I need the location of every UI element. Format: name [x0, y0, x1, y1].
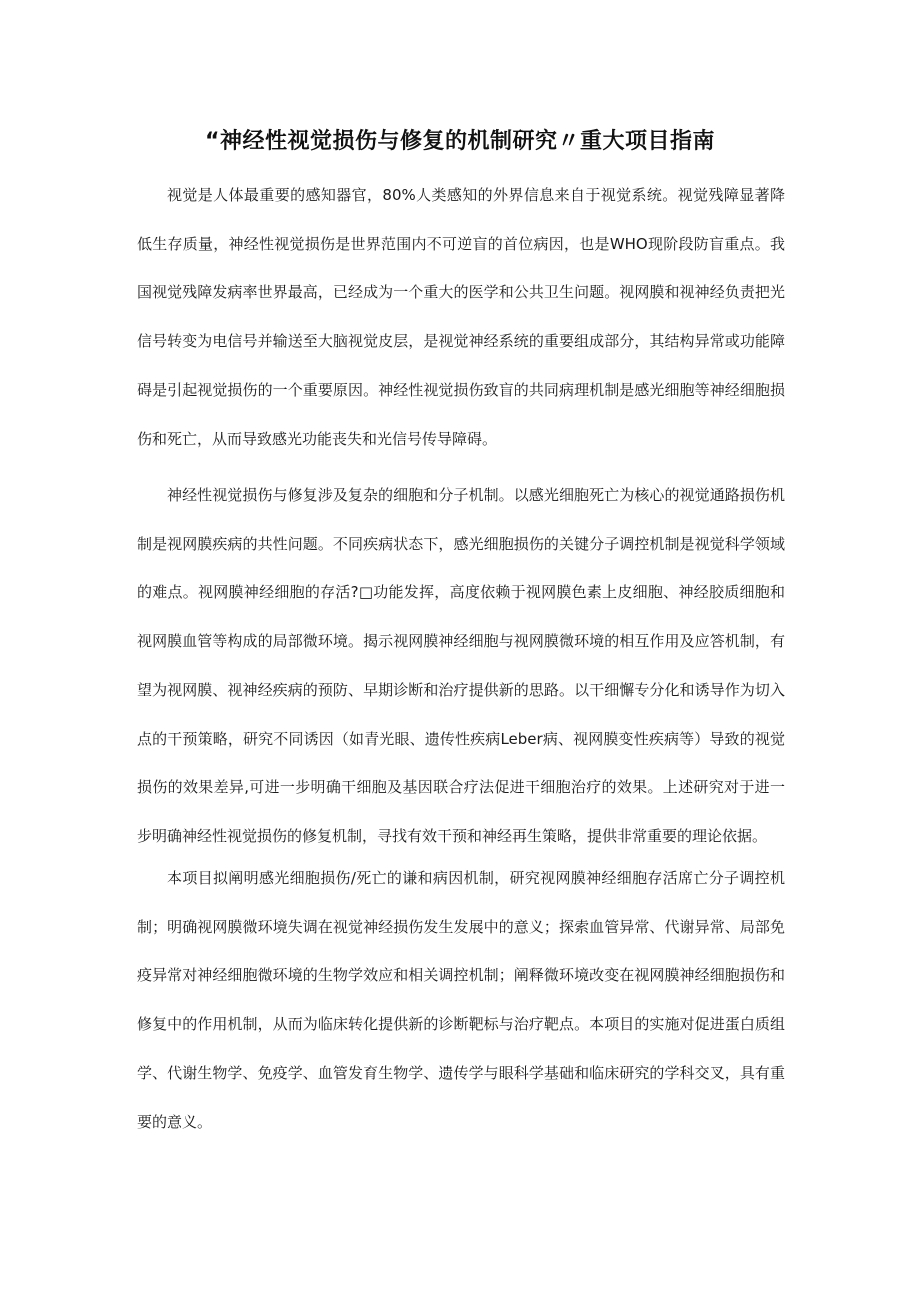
paragraph-1: 视觉是人体最重要的感知器官，80%人类感知的外界信息来自于视觉系统。视觉残障显著降低生存质量，神经性视觉损伤是世界范围内不可逆盲的首位病因，也是WHO现阶段防盲重点。我国视觉残障发病率世界最高，已经成为一个重大的医学和公共卫生问题。视网膜和视神经负责把光信号转变为电信号并输送至大脑视觉皮层，是视觉神经系统的重要组成部分，其结构异常或功能障碍是引起视觉损伤的一个重要原因。神经性视觉损伤致盲的共同病理机制是感光细胞等神经细胞损伤和死亡，从而导致感光功能丧失和光信号传导障碍。 [137, 186, 785, 448]
paragraph-2: 神经性视觉损伤与修复涉及复杂的细胞和分子机制。以感光细胞死亡为核心的视觉通路损伤机制是视网膜疾病的共性问题。不同疾病状态下，感光细胞损伤的关键分子调控机制是视觉科学领域的难点。视网膜神经细胞的存活?□功能发挥，高度依赖于视网膜色素上皮细胞、神经胶质细胞和视网膜血管等构成的局部微环境。揭示视网膜神经细胞与视网膜微环境的相互作用及应答机制，有望为视网膜、视神经疾病的预防、早期诊断和治疗提供新的思路。以干细懈专分化和诱导作为切入点的干预策略，研究不同诱因（如青光眼、遗传性疾病Leber病、视网膜变性疾病等）导致的视觉损伤的效果差异,可进一步明确干细胞及基因联合疗法促进干细胞治疗的效果。上述研究对于进一步明确神经性视觉损伤的修复机制，寻找有效干预和神经再生策略，提供非常重要的理论依据。 [137, 486, 785, 845]
paragraph-3: 本项目拟阐明感光细胞损伤/死亡的谦和病因机制，研究视网膜神经细胞存活席亡分子调控机制；明确视网膜微环境失调在视觉神经损伤发生发展中的意义；探索血管异常、代谢异常、局部免疫异常对神经细胞微环境的生物学效应和相关调控机制；阐释微环境改变在视网膜神经细胞损伤和修复中的作用机制，从而为临床转化提供新的诊断靶标与治疗靶点。本项目的实施对促进蛋白质组学、代谢生物学、免疫学、血管发育生物学、遗传学与眼科学基础和临床研究的学科交叉，具有重要的意义。 [137, 869, 785, 1131]
document-title: “神经性视觉损伤与修复的机制研究〃重大项目指南 [205, 129, 715, 154]
